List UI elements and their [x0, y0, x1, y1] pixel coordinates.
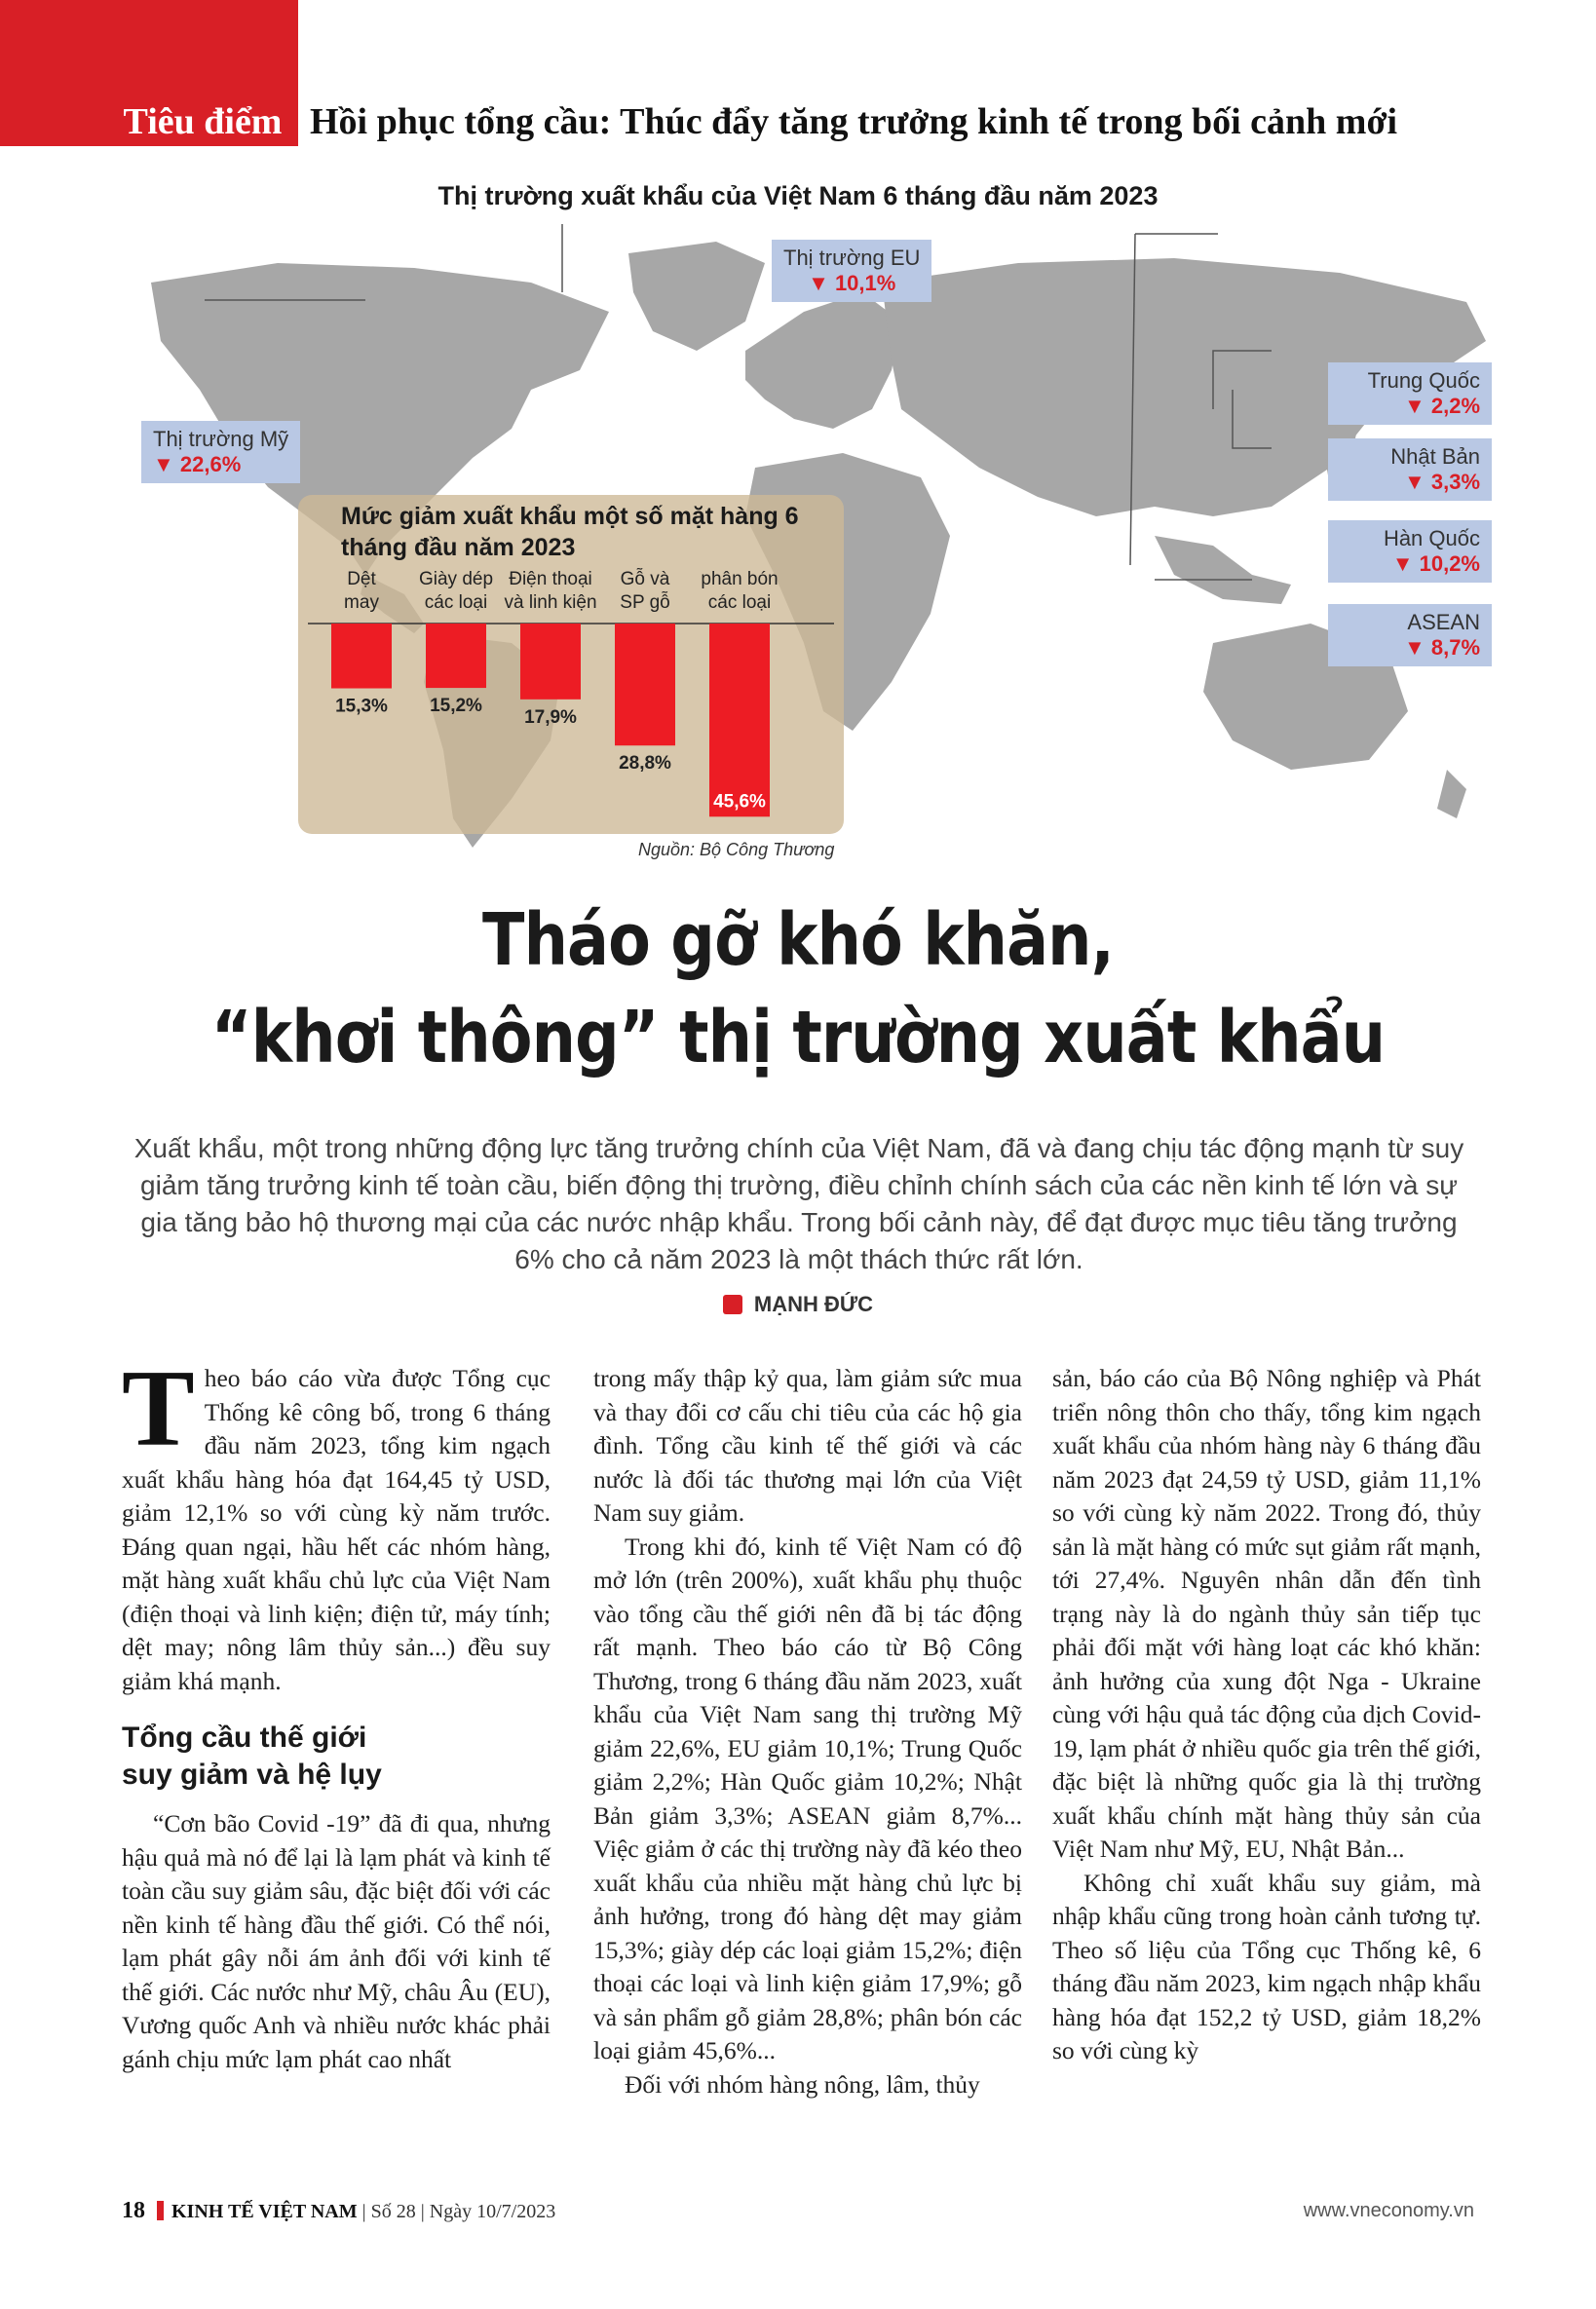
market-box-eu — [772, 240, 931, 302]
headline-line-1: Tháo gỡ khó khăn, — [482, 898, 1114, 982]
value-label: 28,8% — [619, 753, 671, 775]
page-number: 18 — [122, 2198, 145, 2223]
value-label: 45,6% — [713, 791, 766, 813]
market-change: ▼ 3,3% — [1403, 470, 1480, 494]
paragraph: “Cơn bão Covid -19” đã đi qua, nhưng hậu quả mà nó để lại là lạm phát và kinh tế toàn cầu suy giảm sâu, đặc biệt đối với các nền kinh tế hàng đầu thế giới. Có thể nói, lạm phát gây nỗi ám ảnh đối với kinh tế thế giới. Các nước như Mỹ, châu Âu (EU), Vương quốc Anh và nhiều nước khác phải gánh chịu mức lạm phát cao nhất — [122, 1809, 551, 2073]
section-tag: Tiêu điểm — [123, 101, 283, 142]
bar-4 — [615, 624, 675, 745]
category-label: SP gỗ — [620, 592, 670, 613]
category-label: các loại — [707, 592, 772, 613]
bar-chart-title: Mức giảm xuất khẩu một số mặt hàng 6 tháng đầu năm 2023 — [341, 503, 799, 561]
category-label: Dệt — [347, 569, 376, 589]
paragraph: Trong khi đó, kinh tế Việt Nam có độ mở lớn (trên 200%), xuất khẩu phụ thuộc vào tổng cầu thế giới nên đã bị tác động rất mạnh. Theo báo cáo từ Bộ Công Thương, trong 6 tháng đầu năm 2023, xuất khẩu của Việt Nam sang thị trường Mỹ giảm 22,6%, EU giảm 10,1%; Trung Quốc giảm 2,2%; Hàn Quốc giảm 10,2%; Nhật Bản giảm 3,3%; ASEAN giảm 8,7%... Việc giảm ở các thị trường này đã kéo theo xuất khẩu của nhiều mặt hàng chủ lực bị ảnh hưởng, trong đó hàng dệt may giảm 15,3%; giày dép các loại giảm 15,2%; điện thoại các loại và linh kiện giảm 17,9%; gỗ và sản phẩm gỗ giảm 28,8%; phân bón các loại giảm 45,6%... — [593, 1532, 1022, 2064]
article-lead: Xuất khẩu, một trong những động lực tăng trưởng chính của Việt Nam, đã và đang chịu tác động mạnh từ suy giảm tăng trưởng kinh tế toàn cầu, biến động thị trường, điều chỉnh chính sách của các nền kinh tế lớn và sự gia tăng bảo hộ thương mại của các nước nhập khẩu. Trong bối cảnh này, để đạt được mục tiêu tăng trưởng 6% cho cả năm 2023 là một thách thức rất lớn. — [133, 1133, 1464, 1274]
market-change: ▼ 10,2% — [1391, 551, 1480, 576]
issue-date: Ngày 10/7/2023 — [429, 2201, 556, 2222]
byline — [0, 1292, 1596, 1317]
market-box-asean — [1328, 604, 1492, 666]
bar-2 — [426, 624, 486, 688]
market-change: ▼ 10,1% — [808, 271, 896, 295]
drop-cap: T — [122, 1348, 195, 1469]
market-name: Thị trường Mỹ — [153, 427, 289, 451]
category-label: Giày dép — [418, 569, 494, 589]
footer-publication — [122, 2198, 555, 2224]
market-box-korea — [1328, 520, 1492, 583]
publication-name: KINH TẾ VIỆT NAM — [171, 2201, 358, 2222]
market-name: ASEAN — [1407, 610, 1480, 634]
bar-1 — [331, 624, 392, 689]
market-change: ▼ 8,7% — [1403, 635, 1480, 660]
category-label: may — [344, 592, 379, 613]
market-box-us — [141, 421, 300, 483]
category-label: phân bón — [701, 569, 779, 589]
market-box-china — [1328, 362, 1492, 425]
column-2 — [593, 1362, 1022, 2101]
paragraph: Không chỉ xuất khẩu suy giảm, mà nhập khẩu cũng trong hoàn cảnh tương tự. Theo số liệu của Tổng cục Thống kê, 6 tháng đầu năm 2023, kim ngạch nhập khẩu hàng hóa đạt 152,2 tỷ USD, giảm 18,2% so với cùng kỳ — [1052, 1868, 1481, 2064]
pen-icon — [723, 1295, 742, 1314]
paragraph: Đối với nhóm hàng nông, lâm, thủy — [625, 2069, 980, 2099]
bar-chart — [298, 565, 844, 834]
paragraph-text: heo báo cáo vừa được Tổng cục Thống kê công bố, trong 6 tháng đầu năm 2023, tổng kim ngạch xuất khẩu hàng hóa đạt 164,45 tỷ USD, giảm 12,1% so với cùng kỳ năm trước. Đáng quan ngại, hầu hết các nhóm hàng, mặt hàng xuất khẩu chủ lực của Việt Nam (điện thoại và linh kiện; điện tử, máy tính; dệt may; nông lâm thủy sản...) đều suy giảm khá mạnh. — [122, 1364, 551, 1695]
category-label: và linh kiện — [504, 592, 597, 613]
article-headline — [112, 891, 1485, 1086]
author-name: MẠNH ĐỨC — [753, 1292, 874, 1316]
market-change: ▼ 2,2% — [1403, 394, 1480, 418]
headline-line-2: “khơi thông” thị trường xuất khẩu — [210, 996, 1386, 1079]
market-name: Thị trường EU — [783, 246, 921, 270]
value-label: 15,3% — [335, 696, 388, 717]
bar-3 — [520, 624, 581, 700]
paragraph — [122, 1348, 551, 1698]
paragraph: sản, báo cáo của Bộ Nông nghiệp và Phát triển nông thôn cho thấy, tổng kim ngạch xuất khẩu của nhóm hàng này 6 tháng đầu năm 2023 đạt 24,59 tỷ USD, giảm 11,1% so với cùng kỳ năm 2022. Trong đó, thủy sản là mặt hàng có mức sụt giảm rất mạnh, tới 27,4%. Nguyên nhân dẫn đến tình trạng này là do ngành thủy sản tiếp tục phải đối mặt với hàng loạt các khó khăn: ảnh hưởng của xung đột Nga - Ukraine cùng với hậu quả tác động của dịch Covid-19, lạm phát ở nhiều quốc gia trên thế giới, đặc biệt là những quốc gia là thị trường xuất khẩu chính mặt hàng thủy sản của Việt Nam như Mỹ, EU, Nhật Bản... — [1052, 1364, 1481, 1863]
market-name: Nhật Bản — [1390, 444, 1480, 469]
red-marker — [157, 2201, 164, 2220]
market-name: Trung Quốc — [1367, 368, 1480, 393]
market-name: Hàn Quốc — [1383, 526, 1480, 550]
running-title: Hồi phục tổng cầu: Thúc đẩy tăng trưởng kinh tế trong bối cảnh mới — [310, 101, 1398, 142]
category-label: Gỗ và — [620, 569, 670, 589]
separator: | — [361, 2201, 366, 2222]
subheading-line-1: Tổng cầu thế giới — [122, 1722, 367, 1754]
infographic-title: Thị trường xuất khẩu của Việt Nam 6 tháng đầu năm 2023 — [437, 181, 1159, 210]
source-note: Nguồn: Bộ Công Thương — [638, 840, 835, 859]
column-1 — [122, 1348, 551, 2076]
bar-5 — [709, 624, 770, 816]
paragraph: trong mấy thập kỷ qua, làm giảm sức mua và thay đổi cơ cấu chi tiêu của các hộ gia đình. Tổng cầu kinh tế thế giới và các nước là đối tác thương mại lớn của Việt Nam suy giảm. — [593, 1364, 1022, 1527]
subheading-line-2: suy giảm và hệ lụy — [122, 1759, 382, 1791]
market-box-japan — [1328, 438, 1492, 501]
issue-number: Số 28 — [370, 2201, 416, 2222]
website-link[interactable]: www.vneconomy.vn — [1303, 2200, 1474, 2221]
category-label: Điện thoại — [509, 569, 592, 589]
market-change: ▼ 22,6% — [153, 452, 242, 476]
category-label: các loại — [424, 592, 488, 613]
subheading — [122, 1720, 551, 1794]
column-3 — [1052, 1362, 1481, 2068]
value-label: 15,2% — [430, 696, 482, 717]
separator: | — [420, 2201, 425, 2222]
value-label: 17,9% — [524, 706, 577, 728]
